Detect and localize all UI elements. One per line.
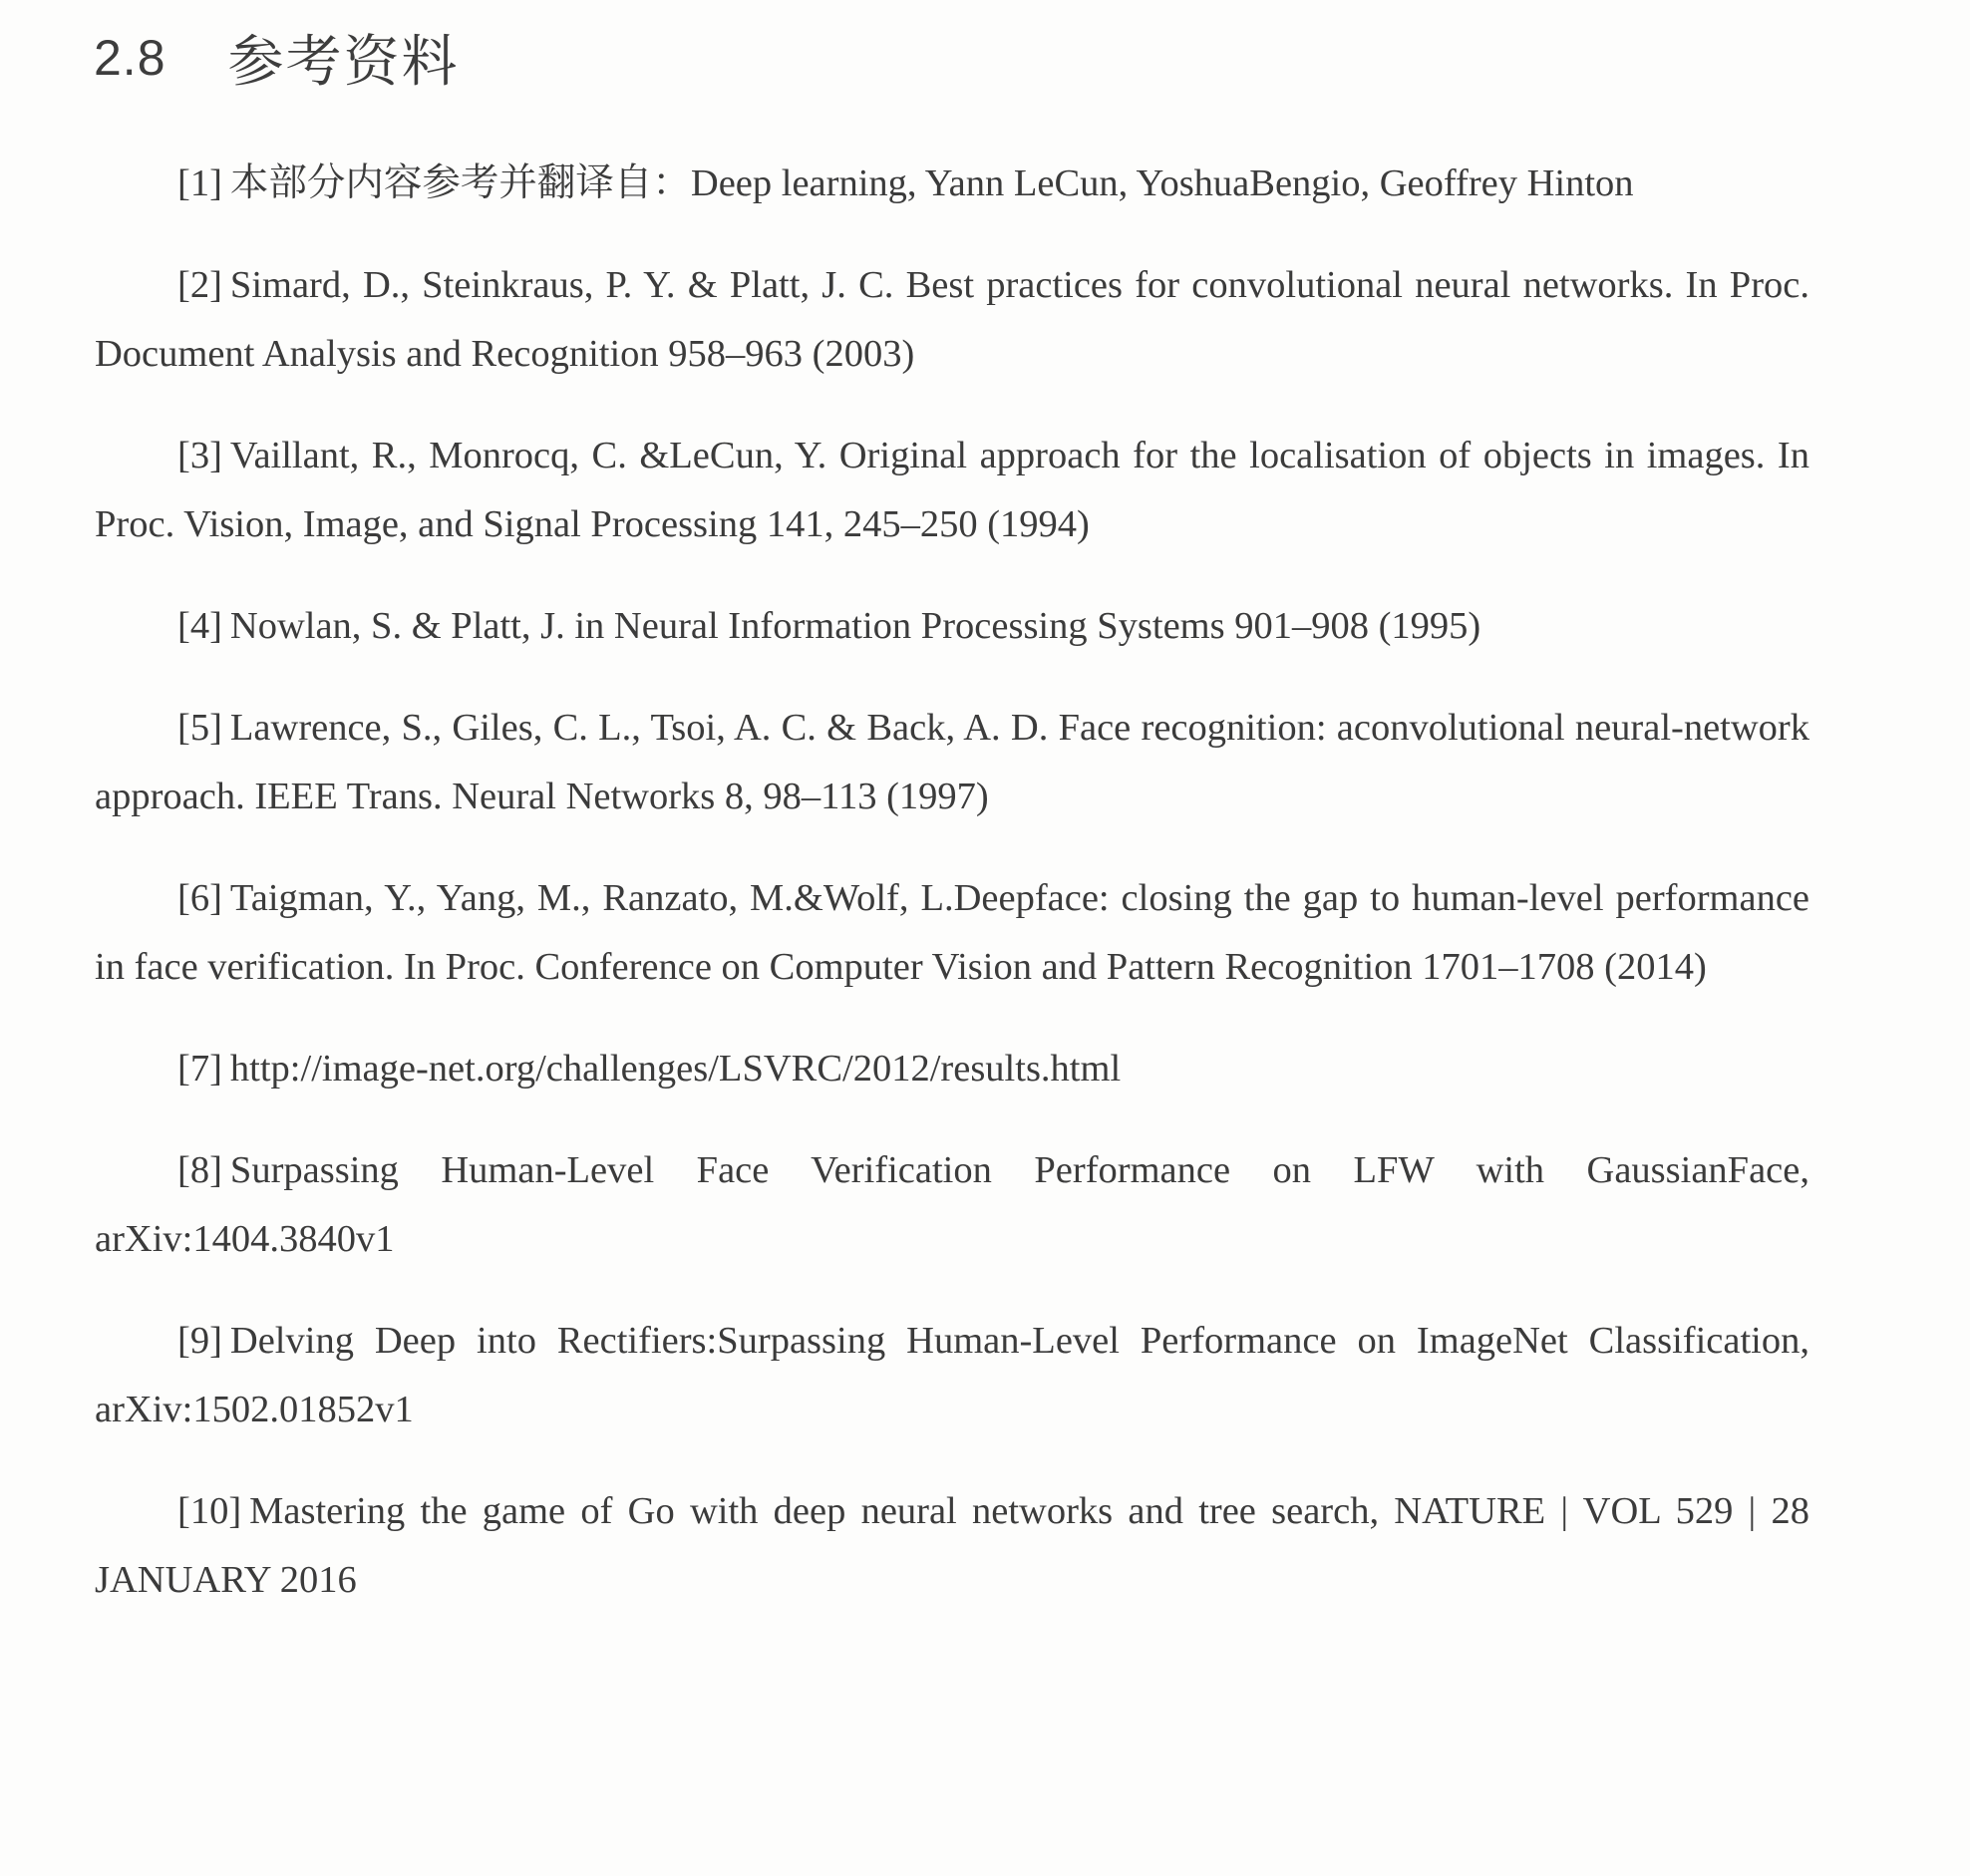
reference-text: Nowlan, S. & Platt, J. in Neural Information Processing Systems 901–908 (1995)	[229, 605, 1481, 647]
reference-item	[95, 1477, 1809, 1615]
reference-text: Simard, D., Steinkraus, P. Y. & Platt, J. C. Best practices for convolutional neural networks. In Proc. Document Analysis and Recognition 958–963 (2003)	[95, 264, 1809, 375]
reference-text: Mastering the game of Go with deep neural networks and tree search, NATURE | VOL 529 | 28 JANUARY 2016	[95, 1490, 1809, 1601]
reference-text: Delving Deep into Rectifiers:Surpassing Human-Level Performance on ImageNet Classification, arXiv:1502.01852v1	[95, 1320, 1809, 1430]
reference-number: [2]	[177, 264, 222, 306]
reference-number: [5]	[177, 707, 222, 749]
reference-number: [6]	[177, 877, 222, 919]
reference-item	[95, 251, 1809, 389]
reference-item	[95, 1035, 1809, 1103]
reference-number: [8]	[177, 1149, 222, 1191]
reference-number: [7]	[177, 1048, 222, 1090]
reference-text: 本部分内容参考并翻译自：Deep learning, Yann LeCun, YoshuaBengio, Geoffrey Hinton	[229, 162, 1634, 204]
reference-number: [10]	[177, 1490, 242, 1532]
reference-item	[95, 864, 1809, 1002]
section-title: 参考资料	[227, 30, 460, 95]
section-heading	[94, 18, 460, 98]
reference-number: [4]	[177, 605, 222, 647]
reference-item	[95, 150, 1809, 218]
reference-text: Lawrence, S., Giles, C. L., Tsoi, A. C. & Back, A. D. Face recognition: aconvolutional neural-network approach. IEEE Trans. Neural Networks 8, 98–113 (1997)	[95, 707, 1809, 817]
reference-text: Surpassing Human-Level Face Verification Performance on LFW with GaussianFace, arXiv:1404.3840v1	[95, 1149, 1809, 1260]
reference-item	[95, 592, 1809, 661]
reference-number: [9]	[177, 1320, 222, 1362]
reference-text: Taigman, Y., Yang, M., Ranzato, M.&Wolf, L.Deepface: closing the gap to human-level performance in face verification. In Proc. Conference on Computer Vision and Pattern Recognition 1701–1708 (2014)	[95, 877, 1809, 988]
reference-number: [1]	[177, 162, 222, 204]
reference-number: [3]	[177, 435, 222, 476]
reference-item	[95, 1307, 1809, 1444]
section-number: 2.8	[94, 30, 166, 86]
reference-text: Vaillant, R., Monrocq, C. &LeCun, Y. Original approach for the localisation of objects in images. In Proc. Vision, Image, and Signal Processing 141, 245–250 (1994)	[95, 435, 1809, 545]
reference-item	[95, 422, 1809, 559]
reference-text: http://image-net.org/challenges/LSVRC/2012/results.html	[229, 1048, 1122, 1090]
reference-list	[95, 150, 1809, 1648]
reference-item	[95, 1136, 1809, 1274]
reference-item	[95, 694, 1809, 831]
